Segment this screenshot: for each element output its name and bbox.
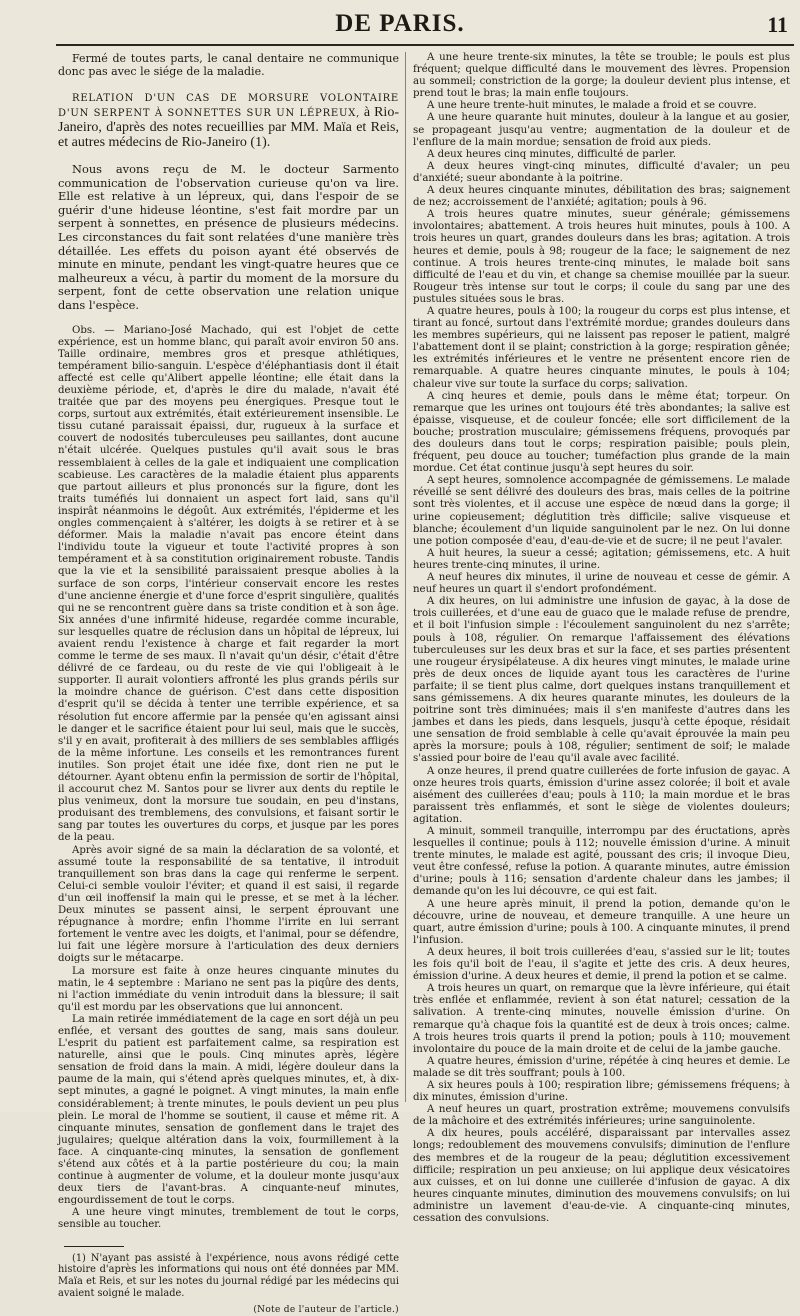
opening-block [58,52,399,78]
right-column [413,52,790,1224]
page-number: 11 [767,12,788,37]
body-paragraph: A une heure après minuit, il prend la potion, demande qu'on le découvre, urine de nouveau, et demeure tranquille. A une heure un quart, autre émission d'urine; pouls à 100. A cinquante minutes, il prend l'infusion. [413,898,790,946]
body-paragraph: A cinq heures et demie, pouls dans le même état; torpeur. On remarque que les urines ont toujours été très abondantes; la salive est épaisse, visqueuse, et de couleur foncée; elle sort difficilement de la bouche; prostration musculaire; gémissemens fréquens, provoqués par des douleurs dans tout le corps; respiration paisible; pouls plein, fréquent, peu douce au toucher; tuméfaction plus grande de la main mordue. Cet état continue jusqu'à sept heures du soir. [413,390,790,475]
body-paragraph: A une heure vingt minutes, tremblement de tout le corps, sensible au toucher. [58,1207,399,1231]
article-title-large: à Rio-Janeiro, d'après des notes recueillies par MM. Maïa et Reis, et autres médecins de Rio-Janeiro (1). [58,105,399,150]
body-paragraph: A une heure trente-six minutes, la tête se trouble; le pouls est plus fréquent; quelque difficulté dans le mouvement des lèvres. Propension au sommeil; constriction de la gorge; la douleur devient plus intense, et prend tout le bras; la main enfle toujours. [413,52,790,100]
body-paragraph: Obs. — Mariano-José Machado, qui est l'objet de cette expérience, est un homme blanc, qui paraît avoir environ 50 ans. Taille ordinaire, membres gros et presque athlétiques, tempérament bilio-sanguin. L'espèce d'éléphantiasis dont il était affecté est celle qu'Alibert appelle léontine; elle était dans la deuxième période, et, d'après le dire du malade, n'avait été traitée que par des moyens peu énergiques. Presque tout le corps, surtout aux extrémités, était extérieurement insensible. Le tissu cutané paraissait épaissi, dur, rugueux à la surface et couvert de nodosités tuberculeuses peu saillantes, dont aucune n'était ulcérée. Quelques pustules qu'il avait sous le bras ressemblaient à celles de la gale et indiquaient une complication scabieuse. Les caractères de la maladie étaient plus apparents que partout ailleurs et plus prononcés sur la figure, dont les traits tuméfiés lui donnaient un aspect fort laid, sans qu'il inspirât néanmoins le dégoût. Aux extrémités, l'épiderme et les ongles commençaient à s'altérer, les doigts à se retirer et à se déformer. Mais la maladie n'avait pas encore éteint dans l'individu toute la vigueur et toute l'activité propres à son tempérament et à sa constitution originairement robuste. Tandis que la vie et la sensibilité paraissaient presque abolies à la surface de son corps, l'intérieur conservait encore les restes d'une ancienne énergie et d'une force d'esprit singulière, qualités qui ne se rencontrent guère dans sa triste condition et à son âge. Six années d'une infirmité hideuse, regardée comme incurable, sur lesquelles quatre de réclusion dans un hôpital de lépreux, lui avaient rendu l'existence à charge et fait regarder la mort comme le terme de ses maux. Il n'avait qu'un désir, c'était d'être délivré de ce fardeau, ou du reste de vie qui l'obligeait à le supporter. Il aurait volontiers affronté les plus grands périls sur la moindre chance de guérison. C'est dans cette disposition d'esprit qu'il se décida à tenter une terrible expérience, et sa résolution fut encore affermie par la pensée qu'en agissant ainsi le danger et le sacrifice étaient pour lui seul, mais que le succès, s'il y en avait, profiterait à des milliers de ses semblables affligés de la même infortune. Les conseils et les remontrances furent inutiles. Son projet était une idée fixe, dont rien ne put le détourner. Ayant obtenu enfin la permission de sortir de l'hôpital, il accourut chez M. Santos pour se livrer aux dents du reptile le plus venimeux, dont la morsure tue soudain, en peu d'instans, produisant des tremblemens, des convulsions, et faisant sortir le sang par toutes les ouvertures du corps, et jusque par les pores de la peau. [58,324,399,844]
body-paragraph: A deux heures, il boit trois cuillerées d'eau, s'assied sur le lit; toutes les fois qu'il boit de l'eau, il s'agite et jette des cris. A deux heures, émission d'urine. A deux heures et demie, il prend la potion et se calme. [413,946,790,983]
article-title [58,92,399,151]
header-rule [56,44,794,46]
footnote-rule [64,1246,124,1247]
body-paragraph: A six heures pouls à 100; respiration libre; gémissemens fréquens; à dix minutes, émission d'urine. [413,1079,790,1104]
observation-body [58,325,399,1232]
body-paragraph: A dix heures, on lui administre une infusion de gayac, à la dose de trois cuillerées, et d'une eau de guaco que le malade refuse de prendre, et il boit l'infusion simple : l'écoulement sanguinolent du nez s'arrête; pouls à 108, régulier. On remarque l'affaissement des élévations tuberculeuses sur les deux bras et sur la face, et ses parties présentent une rougeur érysipélateuse. A dix heures vingt minutes, le malade urine près de deux onces de liquide ayant tous les caractères de l'urine parfaite; il se tient plus calme, dort quelques instans tranquillement et sans gémissemens. A dix heures quarante minutes, les douleurs de la poitrine sont très diminuées; mais il s'en manifeste d'autres dans les jambes et dans les pieds, dans lesquels, jusqu'à cette époque, résidait une sensation de froid semblable à celle qu'avait éprouvée la main peu après la morsure; pouls à 108, régulier; sentiment de soif; le malade s'assied pour boire de l'eau qu'il avale avec facilité. [413,596,790,765]
body-paragraph: A minuit, sommeil tranquille, interrompu par des éructations, après lesquelles il continue; pouls à 112; nouvelle émission d'urine. A minuit trente minutes, le malade est agité, poussant des cris; il invoque Dieu, veut être confessé, refuse la potion. A quarante minutes, autre émission d'urine; pouls à 116; sensation d'ardente chaleur dans les jambes; il demande qu'on les lui découvre, ce qui est fait. [413,826,790,898]
body-paragraph: A deux heures vingt-cinq minutes, difficulté d'avaler; un peu d'anxiété; sueur abondante à la poitrine. [413,160,790,184]
intro-block [58,163,399,313]
body-paragraph: La morsure est faite à onze heures cinquante minutes du matin, le 4 septembre : Mariano ne sent pas la piqûre des dents, ni l'action immédiate du venin introduit dans la blessure; il sait qu'il est mordu par les observations que lui annoncent. [58,965,399,1013]
intro-paragraph: Nous avons reçu de M. le docteur Sarmento communication de l'observation curieuse qu'on va lire. Elle est relative à un lépreux, qui, dans l'espoir de se guérir d'une hideuse léontine, s'est fait mordre par un serpent à sonnettes, en présence de plusieurs médecins. Les circonstances du fait sont relatées d'une manière très détaillée. Les effets du poison ayant été observés de minute en minute, pendant les vingt-quatre heures que ce malheureux a vécu, à partir du moment de la morsure du serpent, font de cette observation une relation unique dans l'espèce. [58,162,399,312]
column-divider [405,52,406,1102]
body-paragraph: Après avoir signé de sa main la déclaration de sa volonté, et assumé toute la responsabilité de sa tentative, il introduit tranquillement son bras dans la cage qui renferme le serpent. Celui-ci semble vouloir l'éviter; et quand il est saisi, il regarde d'un œil inoffensif la main qui le presse, et se met à la lécher. Deux minutes se passent ainsi, le serpent éprouvant une répugnance à mordre; enfin l'homme l'irrite en lui serrant fortement le ventre avec les doigts, et l'animal, pour se défendre, lui fait une légère morsure à l'articulation des deux derniers doigts sur le métacarpe. [58,844,399,965]
article-title-small: RELATION D'UN CAS DE MORSURE VOLONTAIRE D'UN SERPENT À SONNETTES SUR UN LÉPREUX, [58,93,399,119]
footnote-signature: (Note de l'auteur de l'article.) [253,1304,399,1315]
body-paragraph: A trois heures quatre minutes, sueur générale; gémissemens involontaires; abattement. A trois heures huit minutes, pouls à 100. A trois heures un quart, grandes douleurs dans les bras; agitation. A trois heures et demie, pouls à 98; rougeur de la face; le saignement de nez continue. A trois heures trente-cinq minutes, le malade boit sans difficulté de l'eau et du vin, et change sa chemise mouillée par la sueur. Rougeur très intense sur tout le corps; il coule du sang par une des pustules situées sous le bras. [413,209,790,305]
body-paragraph: A dix heures, pouls accéléré, disparaissant par intervalles assez longs; redoublement des mouvemens convulsifs; diminution de l'enflure des membres et de la rougeur de la peau; déglutition excessivement difficile; respiration un peu anxieuse; on lui applique deux vésicatoires aux cuisses, et on lui donne une cuillerée d'infusion de gayac. A dix heures cinquante minutes, diminution des mouvemens convulsifs; on lui administre un lavement d'eau-de-vie. A cinquante-cinq minutes, cessation des convulsions. [413,1128,790,1224]
body-paragraph: A neuf heures dix minutes, il urine de nouveau et cesse de gémir. A neuf heures un quart il s'endort profondément. [413,572,790,596]
body-paragraph: A trois heures un quart, on remarque que la lèvre inférieure, qui était très enflée et enflammée, revient à son état naturel; cessation de la salivation. A trente-cinq minutes, nouvelle émission d'urine. On remarque qu'à chaque fois la quantité est de deux à trois onces; calme. A trois heures trois quarts il prend la potion; pouls à 110; mouvement involontaire du pouce de la main droite et de celui de la jambe gauche. [413,983,790,1055]
page-header [0,0,800,42]
body-paragraph: A sept heures, somnolence accompagnée de gémissemens. Le malade réveillé se sent délivré des douleurs des bras, mais celles de la poitrine sont très violentes, et il accuse une espèce de nœud dans la gorge; il urine copieusement; déglutition très difficile; salive visqueuse et blanche; écoulement d'un liquide sanguinolent par le nez. On lui donne une potion composée d'eau, d'eau-de-vie et de sucre; il ne peut l'avaler. [413,475,790,547]
body-paragraph: A onze heures, il prend quatre cuillerées de forte infusion de gayac. A onze heures trois quarts, émission d'urine assez colorée; il boit et avale aisément des cuillerées d'eau; pouls à 110; la main mordue et le bras paraissent très enflammés, et sont le siège de violentes douleurs; agitation. [413,765,790,825]
left-column [58,52,399,1315]
opening-paragraph: Fermé de toutes parts, le canal dentaire ne communique donc pas avec le siége de la maladie. [58,52,399,78]
body-paragraph: A neuf heures un quart, prostration extrême; mouvemens convulsifs de la mâchoire et des extrémités inférieures; urine sanguinolente. [413,1104,790,1128]
body-paragraph: A deux heures cinq minutes, difficulté de parler. [427,148,677,160]
body-paragraph: A une heure trente-huit minutes, le malade a froid et se couvre. [427,100,757,112]
body-paragraph: A une heure quarante huit minutes, douleur à la langue et au gosier, se propageant jusqu'au ventre; augmentation de la douleur et de l'enflure de la main mordue; sensation de froid aux pieds. [413,112,790,148]
footnote: (1) N'ayant pas assisté à l'expérience, nous avons rédigé cette histoire d'après les informations qui nous ont été données par MM. Maïa et Reis, et sur les notes du journal rédigé par les médecins qui avaient soigné le malade. [58,1252,399,1299]
body-paragraph: A quatre heures, émission d'urine, répétée à cinq heures et demie. Le malade se dit très souffrant; pouls à 100. [413,1055,790,1079]
body-paragraph: A quatre heures, pouls à 100; la rougeur du corps est plus intense, et tirant au foncé, surtout dans l'extrémité mordue; grandes douleurs dans les membres supérieurs, qui ne laissent pas reposer le patient, malgré l'abattement dont il se plaint; constriction à la gorge; respiration gênée; les extrémités inférieures et le ventre ne présentent encore rien de remarquable. A quatre heures cinquante minutes, le pouls à 104; chaleur vive sur toute la surface du corps; salivation. [413,305,790,390]
body-paragraph: A deux heures cinquante minutes, débilitation des bras; saignement de nez; accroissement de l'anxiété; agitation; pouls à 96. [413,185,790,209]
body-paragraph: La main retirée immédiatement de la cage en sort déjà un peu enflée, et versant des gouttes de sang, mais sans douleur. L'esprit du patient est parfaitement calme, sa respiration est naturelle, ainsi que le pouls. Cinq minutes après, légère sensation de froid dans la main. A midi, légère douleur dans la paume de la main, qui s'étend après quelques minutes, et, à dix-sept minutes, a gagné le poignet. A vingt minutes, la main enfle considérablement; à trente minutes, le pouls devient un peu plus plein. Le moral de l'homme se soutient, il cause et même rit. A cinquante minutes, sensation de gonflement dans le trajet des jugulaires; quelque altération dans la voix, fourmillement à la face. A cinquante-cinq minutes, la sensation de gonflement s'étend aux côtés et à la partie postérieure du cou; la main continue à augmenter de volume, et la douleur monte jusqu'aux deux tiers de l'avant-bras. A cinquante-neuf minutes, engourdissement de tout le corps. [58,1013,399,1207]
running-title: DE PARIS. [335,10,465,37]
body-paragraph: A huit heures, la sueur a cessé; agitation; gémissemens, etc. A huit heures trente-cinq minutes, il urine. [413,547,790,571]
